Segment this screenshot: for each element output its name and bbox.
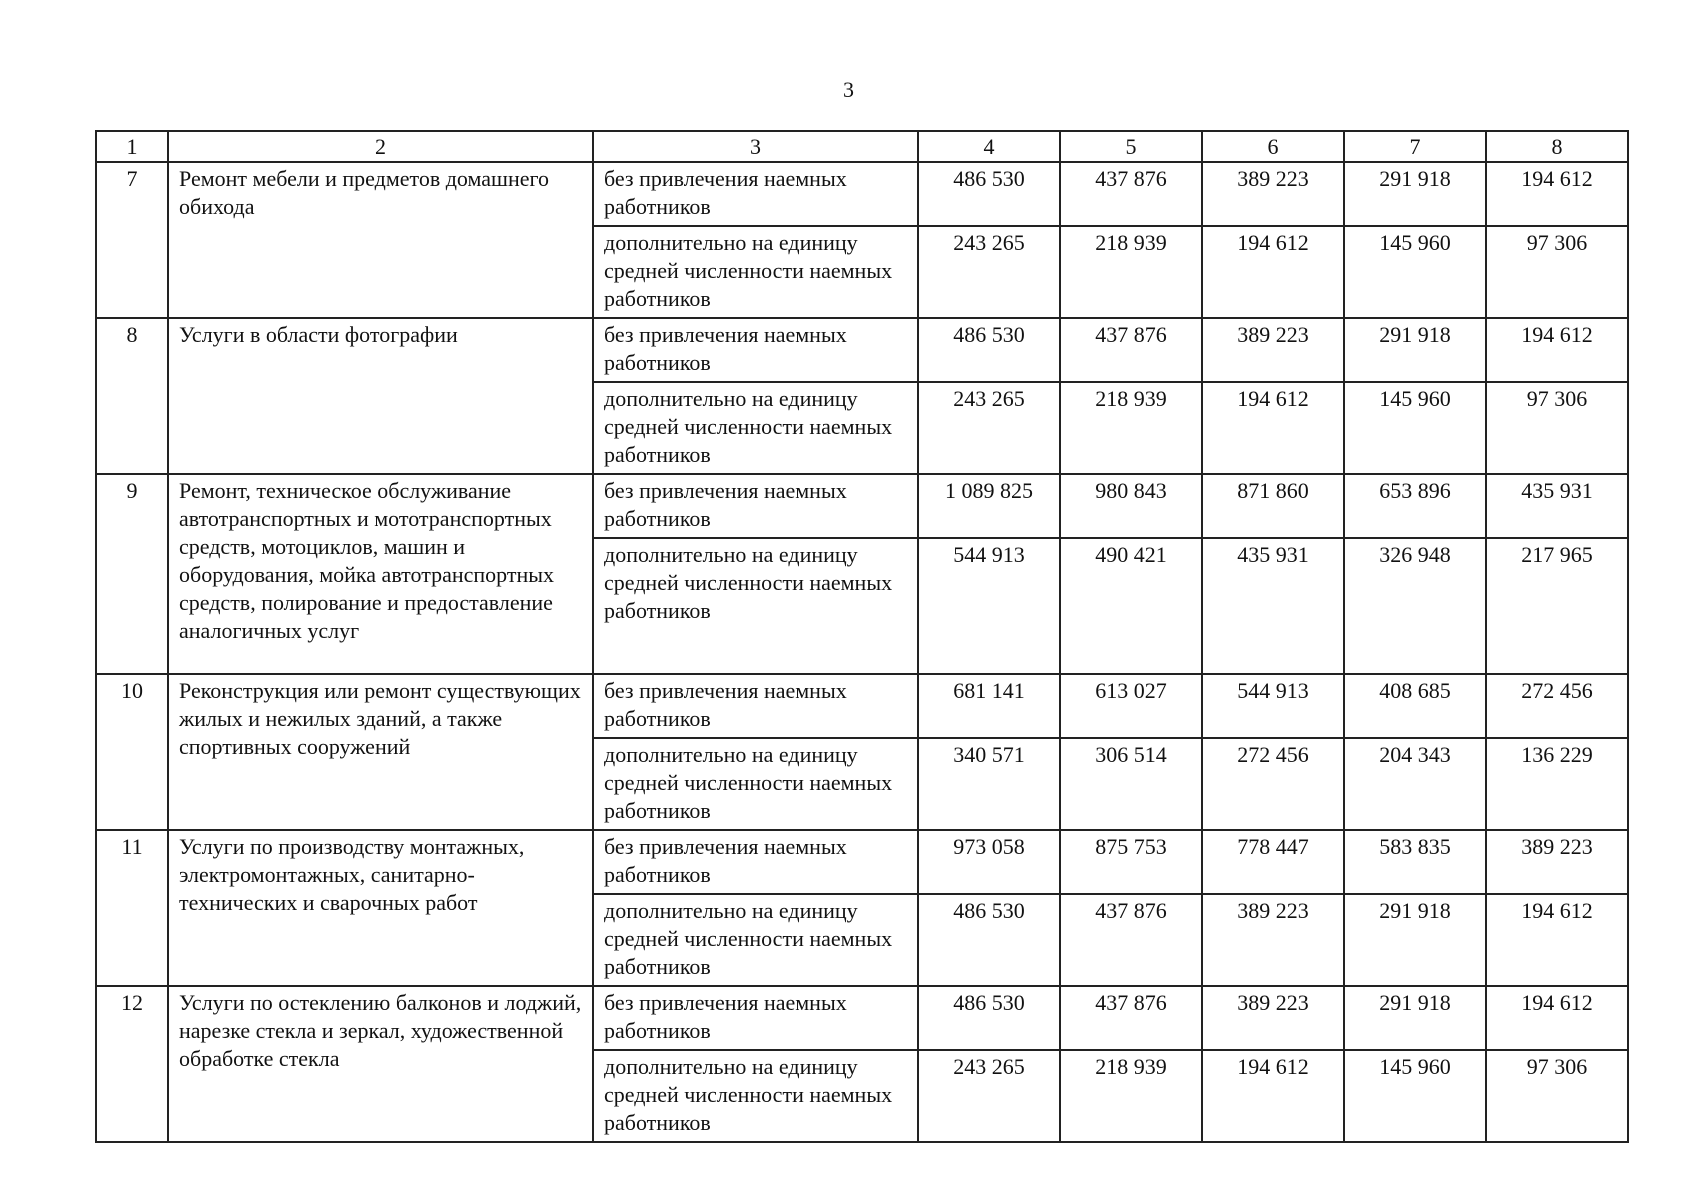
- value-cell: 272 456: [1202, 738, 1344, 830]
- value-cell: 194 612: [1486, 162, 1628, 226]
- value-cell: 218 939: [1060, 1050, 1202, 1142]
- condition-cell: дополнительно на единицу средней численности наемных работников: [593, 538, 918, 674]
- header-cell: 4: [918, 131, 1060, 162]
- table-row: [96, 318, 1628, 382]
- value-cell: 340 571: [918, 738, 1060, 830]
- service-name: Реконструкция или ремонт существующих жилых и нежилых зданий, а также спортивных сооружений: [168, 674, 593, 830]
- value-cell: 194 612: [1486, 318, 1628, 382]
- value-cell: 291 918: [1344, 318, 1486, 382]
- value-cell: 326 948: [1344, 538, 1486, 674]
- value-cell: 973 058: [918, 830, 1060, 894]
- row-number: 9: [96, 474, 168, 674]
- row-number: 10: [96, 674, 168, 830]
- value-cell: 486 530: [918, 894, 1060, 986]
- table-row: [96, 830, 1628, 894]
- service-name: Ремонт мебели и предметов домашнего обихода: [168, 162, 593, 318]
- header-cell: 5: [1060, 131, 1202, 162]
- value-cell: 145 960: [1344, 382, 1486, 474]
- condition-cell: без привлечения наемных работников: [593, 318, 918, 382]
- row-number: 8: [96, 318, 168, 474]
- service-name: Услуги по остеклению балконов и лоджий, нарезке стекла и зеркал, художественной обработке стекла: [168, 986, 593, 1142]
- header-cell: 6: [1202, 131, 1344, 162]
- value-cell: 408 685: [1344, 674, 1486, 738]
- value-cell: 389 223: [1202, 162, 1344, 226]
- value-cell: 486 530: [918, 986, 1060, 1050]
- value-cell: 204 343: [1344, 738, 1486, 830]
- value-cell: 389 223: [1486, 830, 1628, 894]
- header-cell: 3: [593, 131, 918, 162]
- condition-cell: без привлечения наемных работников: [593, 986, 918, 1050]
- value-cell: 194 612: [1486, 894, 1628, 986]
- condition-cell: дополнительно на единицу средней численности наемных работников: [593, 382, 918, 474]
- header-row: [96, 131, 1628, 162]
- condition-cell: дополнительно на единицу средней численности наемных работников: [593, 894, 918, 986]
- value-cell: 871 860: [1202, 474, 1344, 538]
- rates-table: [95, 130, 1629, 1143]
- value-cell: 194 612: [1202, 382, 1344, 474]
- condition-cell: без привлечения наемных работников: [593, 474, 918, 538]
- table-row: [96, 986, 1628, 1050]
- row-number: 11: [96, 830, 168, 986]
- table-row: [96, 674, 1628, 738]
- value-cell: 613 027: [1060, 674, 1202, 738]
- value-cell: 653 896: [1344, 474, 1486, 538]
- value-cell: 97 306: [1486, 382, 1628, 474]
- value-cell: 544 913: [1202, 674, 1344, 738]
- value-cell: 272 456: [1486, 674, 1628, 738]
- row-number: 7: [96, 162, 168, 318]
- value-cell: 486 530: [918, 318, 1060, 382]
- value-cell: 194 612: [1202, 1050, 1344, 1142]
- value-cell: 306 514: [1060, 738, 1202, 830]
- header-cell: 2: [168, 131, 593, 162]
- service-name: Ремонт, техническое обслуживание автотранспортных и мототранспортных средств, мотоциклов, машин и оборудования, мойка автотранспортных средств, полирование и предоставление аналогичных услуг: [168, 474, 593, 674]
- header-cell: 7: [1344, 131, 1486, 162]
- value-cell: 389 223: [1202, 986, 1344, 1050]
- value-cell: 486 530: [918, 162, 1060, 226]
- value-cell: 437 876: [1060, 318, 1202, 382]
- value-cell: 389 223: [1202, 894, 1344, 986]
- condition-cell: без привлечения наемных работников: [593, 830, 918, 894]
- condition-cell: дополнительно на единицу средней численности наемных работников: [593, 1050, 918, 1142]
- value-cell: 681 141: [918, 674, 1060, 738]
- value-cell: 435 931: [1486, 474, 1628, 538]
- value-cell: 97 306: [1486, 1050, 1628, 1142]
- value-cell: 437 876: [1060, 162, 1202, 226]
- value-cell: 490 421: [1060, 538, 1202, 674]
- value-cell: 1 089 825: [918, 474, 1060, 538]
- value-cell: 243 265: [918, 1050, 1060, 1142]
- page-number: 3: [843, 77, 854, 102]
- value-cell: 437 876: [1060, 894, 1202, 986]
- condition-cell: дополнительно на единицу средней численности наемных работников: [593, 226, 918, 318]
- value-cell: 291 918: [1344, 894, 1486, 986]
- table-row: [96, 474, 1628, 538]
- value-cell: 194 612: [1486, 986, 1628, 1050]
- value-cell: 217 965: [1486, 538, 1628, 674]
- condition-cell: дополнительно на единицу средней численности наемных работников: [593, 738, 918, 830]
- header-cell: 8: [1486, 131, 1628, 162]
- value-cell: 437 876: [1060, 986, 1202, 1050]
- table-body: [96, 131, 1628, 1142]
- service-name: Услуги в области фотографии: [168, 318, 593, 474]
- value-cell: 194 612: [1202, 226, 1344, 318]
- value-cell: 218 939: [1060, 382, 1202, 474]
- value-cell: 145 960: [1344, 1050, 1486, 1142]
- condition-cell: без привлечения наемных работников: [593, 162, 918, 226]
- value-cell: 778 447: [1202, 830, 1344, 894]
- value-cell: 291 918: [1344, 162, 1486, 226]
- value-cell: 145 960: [1344, 226, 1486, 318]
- value-cell: 875 753: [1060, 830, 1202, 894]
- value-cell: 97 306: [1486, 226, 1628, 318]
- row-number: 12: [96, 986, 168, 1142]
- value-cell: 243 265: [918, 226, 1060, 318]
- value-cell: 291 918: [1344, 986, 1486, 1050]
- value-cell: 583 835: [1344, 830, 1486, 894]
- value-cell: 389 223: [1202, 318, 1344, 382]
- value-cell: 980 843: [1060, 474, 1202, 538]
- condition-cell: без привлечения наемных работников: [593, 674, 918, 738]
- value-cell: 243 265: [918, 382, 1060, 474]
- value-cell: 544 913: [918, 538, 1060, 674]
- header-cell: 1: [96, 131, 168, 162]
- service-name: Услуги по производству монтажных, электромонтажных, санитарно-технических и сварочных работ: [168, 830, 593, 986]
- value-cell: 218 939: [1060, 226, 1202, 318]
- value-cell: 136 229: [1486, 738, 1628, 830]
- table-row: [96, 162, 1628, 226]
- value-cell: 435 931: [1202, 538, 1344, 674]
